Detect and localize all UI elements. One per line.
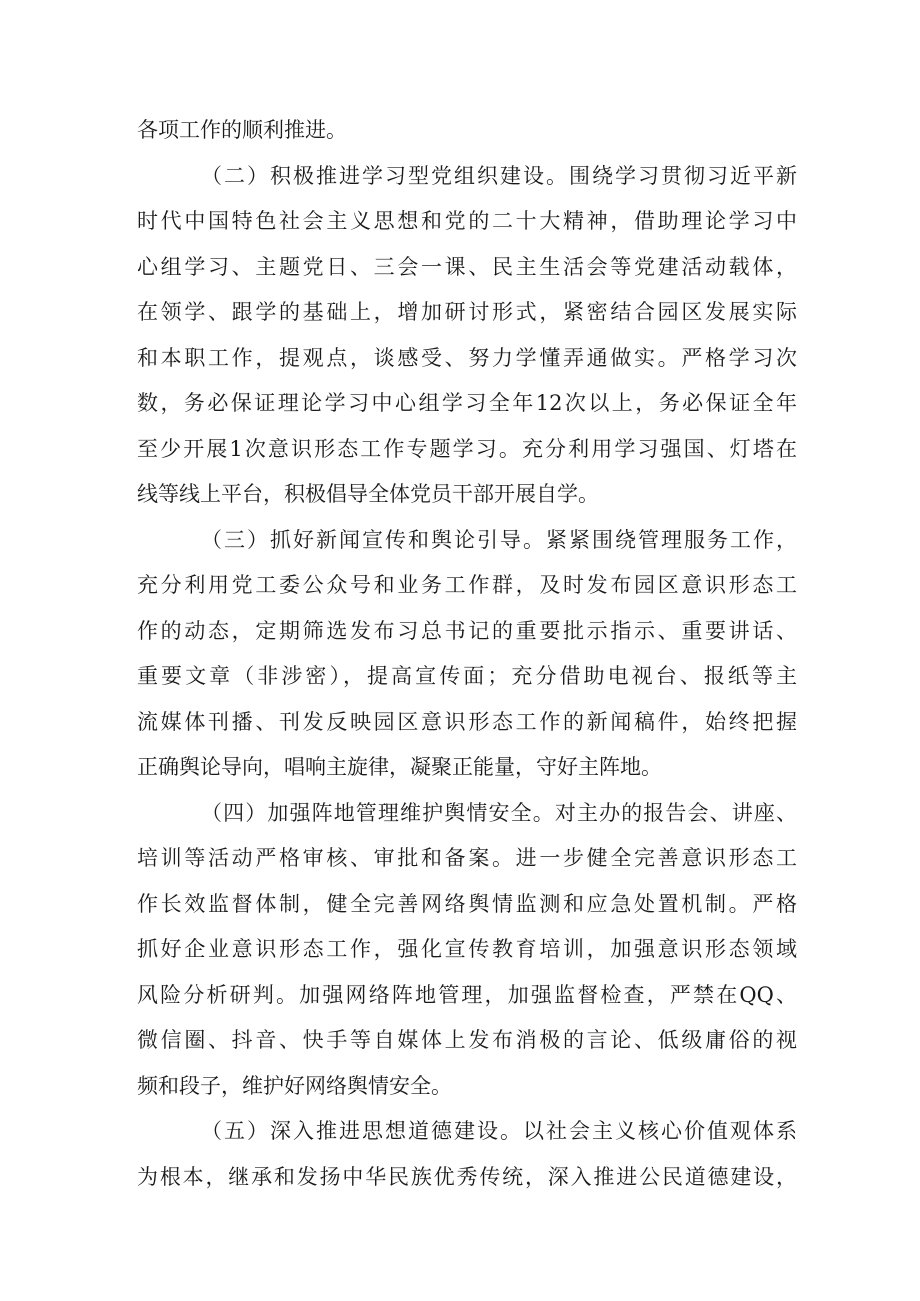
text-line: 正确舆论导向，唱响主旋律，凝聚正能量，守好主阵地。	[137, 755, 662, 779]
text-line: （三）抓好新闻宣传和舆论引导。紧紧围绕管理服务工作，	[201, 527, 797, 552]
text-line: （五）深入推进思想道德建设。以社会主义核心价值观体系	[201, 1119, 797, 1143]
text-line: 时代中国特色社会主义思想和党的二十大精神，借助理论学习中	[137, 209, 797, 233]
text-line: 心组学习、主题党日、三会一课、民主生活会等党建活动载体，	[137, 254, 797, 279]
document-body	[137, 108, 797, 1200]
text-line: （四）加强阵地管理维护舆情安全。对主办的报告会、讲座、	[201, 800, 797, 825]
text-line: 微信圈、抖音、快手等自媒体上发布消极的言论、低级庸俗的视	[137, 1028, 797, 1052]
text-line: 在领学、跟学的基础上，增加研讨形式，紧密结合园区发展实际	[137, 300, 797, 324]
text-line: 作的动态，定期筛选发布习总书记的重要批示指示、重要讲话、	[137, 618, 797, 643]
text-line: 培训等活动严格审核、审批和备案。进一步健全完善意识形态工	[137, 846, 797, 870]
text-line: 风险分析研判。加强网络阵地管理，加强监督检查，严禁在QQ、	[137, 982, 797, 1007]
text-line: （二）积极推进学习型党组织建设。围绕学习贯彻习近平新	[201, 163, 797, 188]
text-line: 和本职工作，提观点，谈感受、努力学懂弄通做实。严格学习次	[137, 345, 797, 370]
text-line: 重要文章（非涉密），提高宣传面；充分借助电视台、报纸等主	[137, 664, 797, 688]
text-line: 各项工作的顺利推进。	[137, 118, 347, 142]
text-line: 数，务必保证理论学习中心组学习全年12次以上，务必保证全年	[137, 391, 797, 415]
text-line: 为根本，继承和发扬中华民族优秀传统，深入推进公民道德建设，	[137, 1164, 797, 1189]
text-line: 频和段子，维护好网络舆情安全。	[137, 1073, 452, 1098]
text-line: 抓好企业意识形态工作，强化宣传教育培训，加强意识形态领域	[137, 937, 797, 961]
text-line: 作长效监督体制，健全完善网络舆情监测和应急处置机制。严格	[137, 891, 797, 916]
text-line: 充分利用党工委公众号和业务工作群，及时发布园区意识形态工	[137, 573, 797, 597]
text-line: 线等线上平台，积极倡导全体党员干部开展自学。	[137, 482, 599, 506]
text-line: 流媒体刊播、刊发反映园区意识形态工作的新闻稿件，始终把握	[137, 709, 797, 734]
text-line: 至少开展1次意识形态工作专题学习。充分利用学习强国、灯塔在	[137, 436, 797, 461]
